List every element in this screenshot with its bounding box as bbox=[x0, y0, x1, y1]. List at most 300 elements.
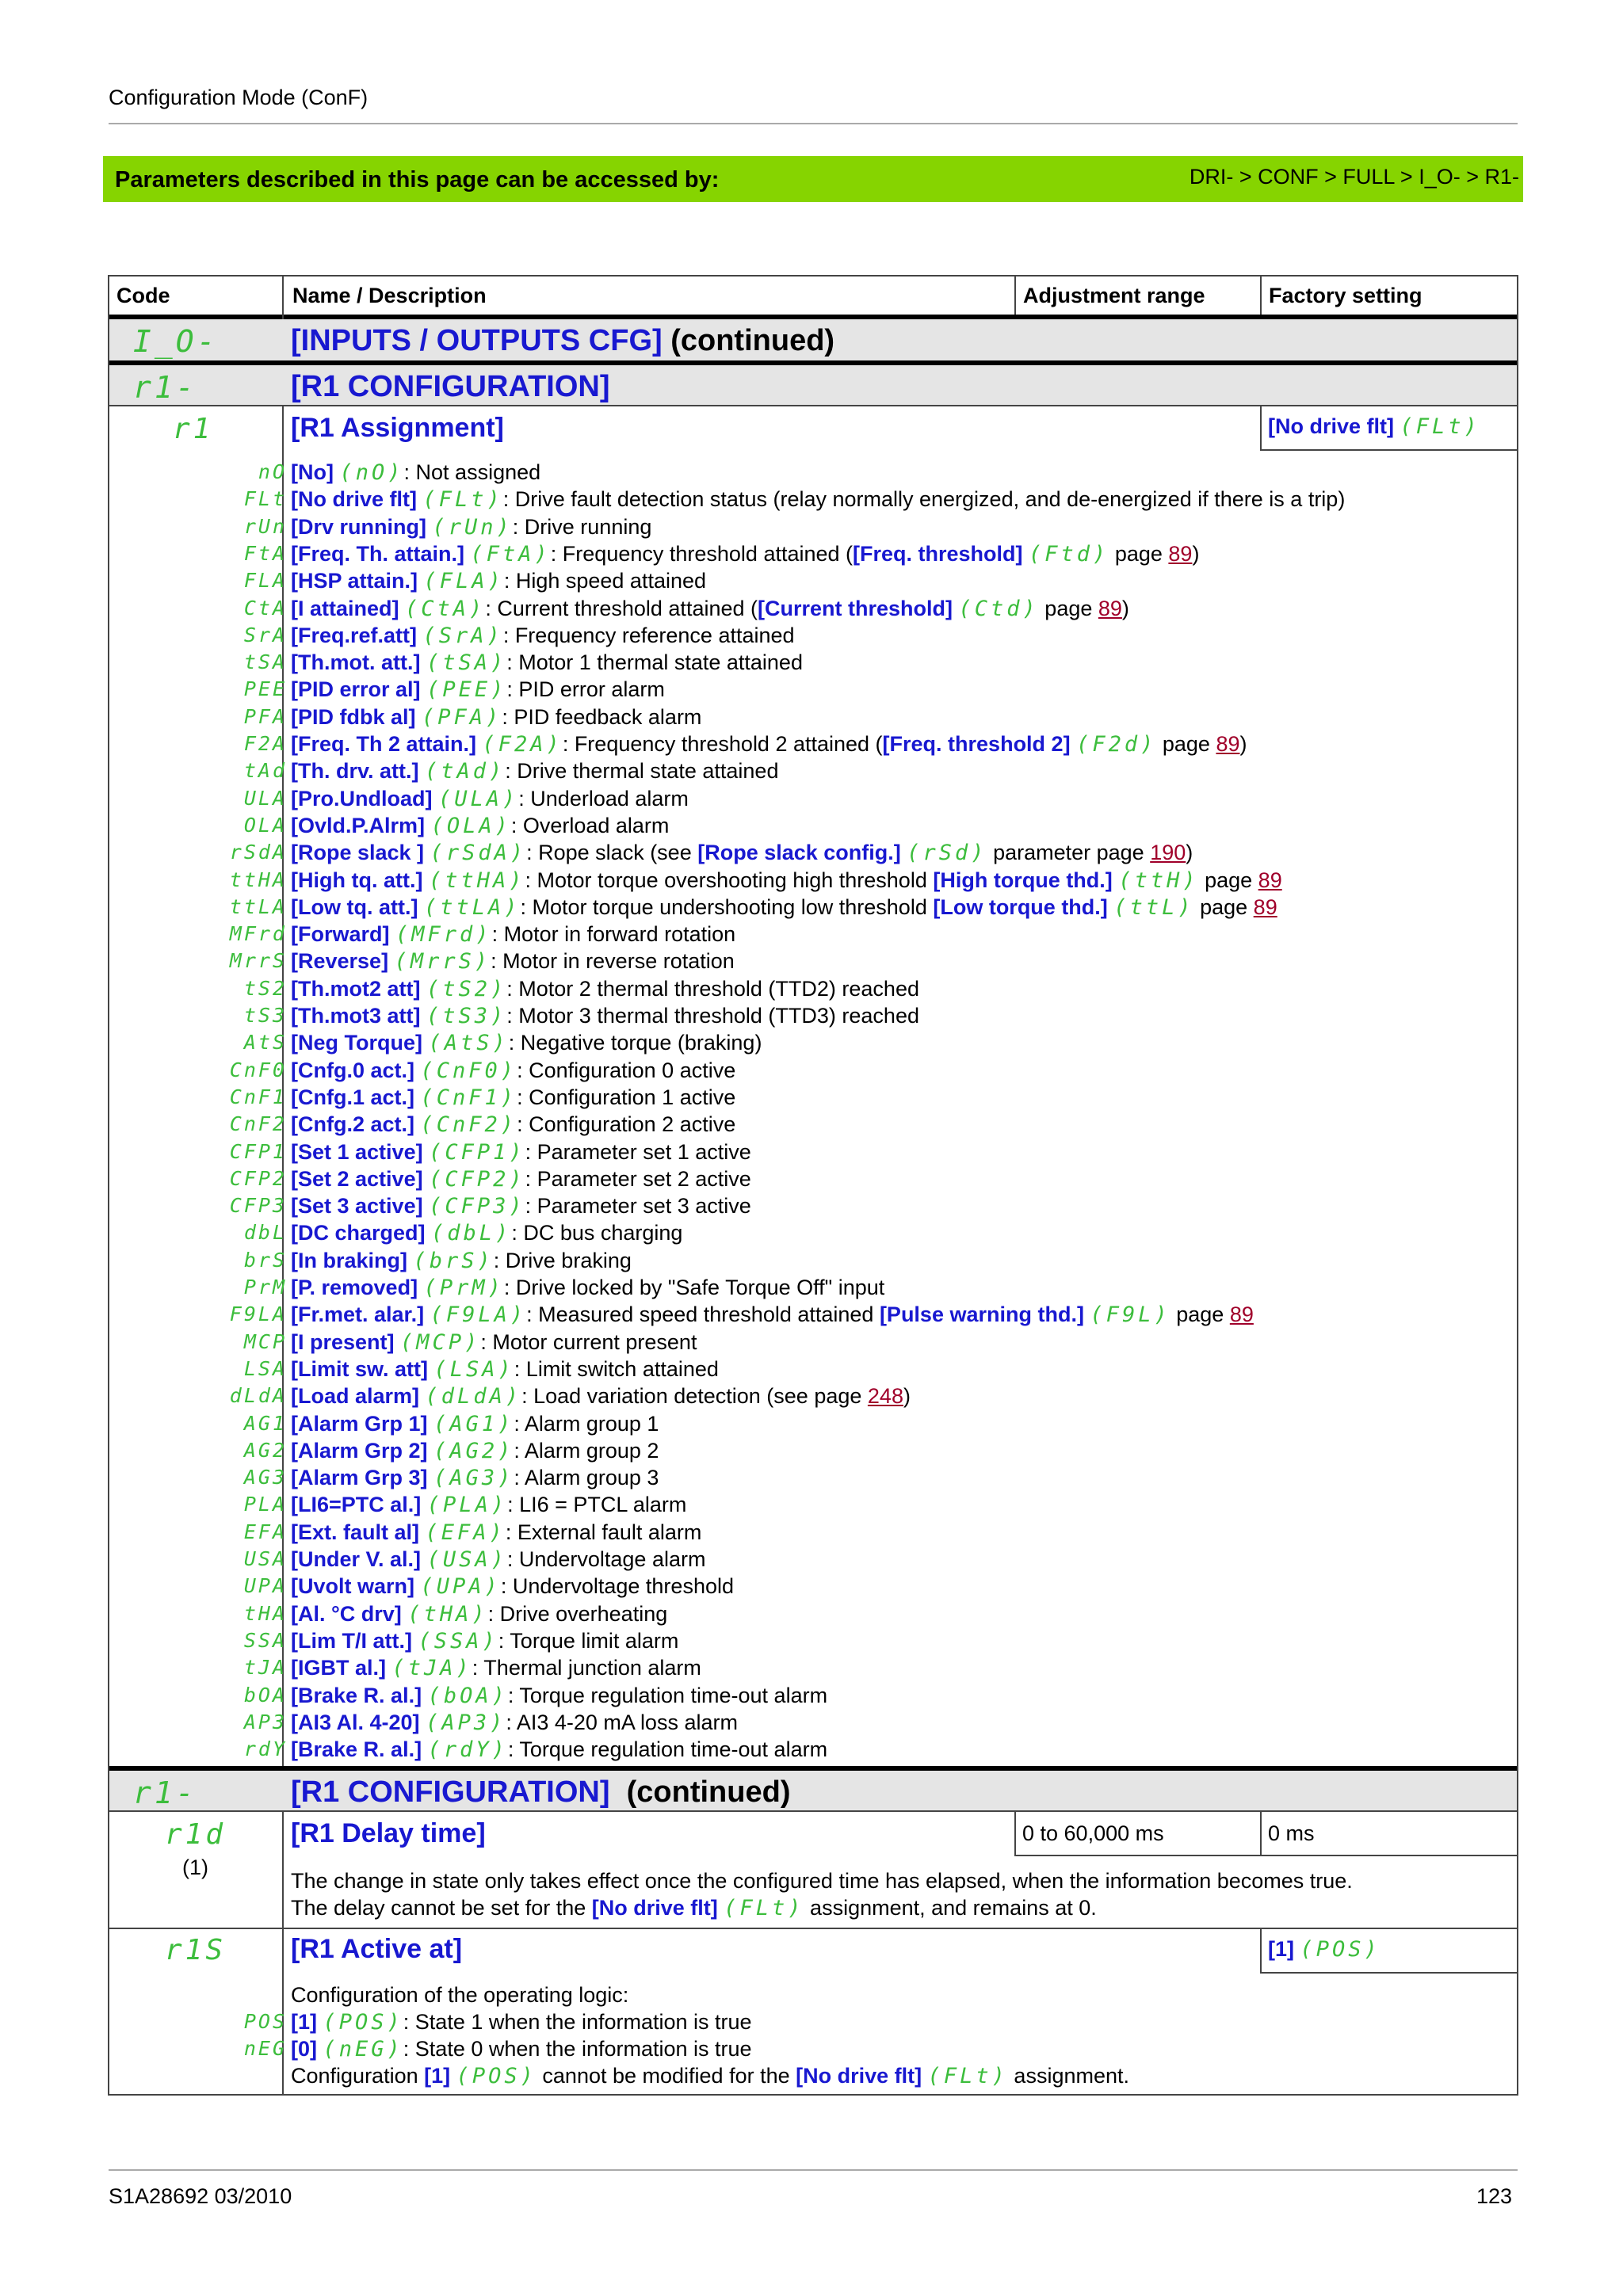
option-row bbox=[109, 814, 1517, 841]
option-code: EFA bbox=[243, 1520, 287, 1543]
option-code-ref: (ttHA) bbox=[428, 868, 525, 893]
option-row bbox=[109, 624, 1517, 650]
option-name: [Cnfg.1 act.] bbox=[291, 1085, 415, 1109]
option-name: [Th.mot2 att] bbox=[291, 976, 421, 1001]
option-name: [Under V. al.] bbox=[291, 1547, 422, 1571]
option-text: : Frequency threshold 2 attained ( bbox=[562, 732, 883, 756]
option-description bbox=[291, 949, 735, 974]
option-code: SSA bbox=[243, 1628, 287, 1652]
reference-name: [Low torque thd.] bbox=[933, 894, 1108, 919]
page-header: Configuration Mode (ConF) bbox=[109, 86, 369, 109]
option-code-ref: (CtA) bbox=[405, 596, 486, 621]
option-text: : Undervoltage alarm bbox=[506, 1547, 706, 1571]
page-ref-text: page bbox=[1109, 541, 1169, 566]
r1s-note: Configuration [1] (POS) cannot be modified for the [No drive flt] (FLt) assignment. bbox=[291, 2064, 1129, 2088]
page-link[interactable]: 89 bbox=[1168, 541, 1193, 566]
option-row bbox=[109, 1684, 1517, 1711]
option-description bbox=[291, 1276, 884, 1300]
option-name: [HSP attain.] bbox=[291, 569, 418, 593]
option-name: [Neg Torque] bbox=[291, 1031, 422, 1055]
option-code-ref: (MrrS) bbox=[394, 949, 491, 974]
section-title: [R1 CONFIGURATION] bbox=[291, 370, 610, 403]
footer-rule bbox=[109, 2169, 1518, 2171]
option-code-ref: (nO) bbox=[339, 460, 404, 485]
option-row bbox=[109, 1140, 1517, 1167]
option-row bbox=[109, 1004, 1517, 1031]
option-text: : DC bus charging bbox=[511, 1221, 683, 1245]
option-code: FLt bbox=[243, 487, 287, 511]
option-row bbox=[109, 1412, 1517, 1439]
factory-rule bbox=[1260, 1972, 1517, 1974]
option-name: [Limit sw. att] bbox=[291, 1356, 428, 1381]
option-code-ref: (rUn) bbox=[432, 514, 513, 540]
option-text: : PID error alarm bbox=[506, 677, 665, 702]
option-text: : Not assigned bbox=[403, 460, 541, 484]
option-row bbox=[109, 1276, 1517, 1302]
option-text: : Measured speed threshold attained bbox=[526, 1302, 880, 1327]
option-code-ref: (CFP3) bbox=[429, 1194, 525, 1219]
option-text: : Motor 1 thermal state attained bbox=[506, 650, 803, 675]
option-code-ref: (tS3) bbox=[426, 1004, 507, 1028]
option-code-ref: (CFP1) bbox=[429, 1139, 525, 1165]
option-code-ref: (ttLA) bbox=[423, 894, 521, 920]
option-code: FtA bbox=[243, 541, 287, 565]
option-text: : Motor 3 thermal threshold (TTD3) reached bbox=[506, 1004, 919, 1028]
option-row bbox=[109, 487, 1517, 514]
page-link[interactable]: 190 bbox=[1150, 841, 1186, 865]
option-code-ref: (PLA) bbox=[426, 1493, 508, 1518]
option-code: CFP1 bbox=[229, 1139, 287, 1163]
option-description bbox=[291, 542, 1199, 566]
adjustment-range-r1d: 0 to 60,000 ms bbox=[1022, 1821, 1164, 1845]
option-name: [Th.mot. att.] bbox=[291, 650, 421, 675]
option-row bbox=[109, 1439, 1517, 1466]
tail-text: ) bbox=[1121, 596, 1129, 620]
option-code-ref: (SrA) bbox=[422, 623, 503, 648]
option-row bbox=[109, 1085, 1517, 1112]
option-code-ref: (USA) bbox=[426, 1547, 507, 1572]
section-code: r1- bbox=[133, 1775, 197, 1810]
factory-setting-r1s: [1] (POS) bbox=[1268, 1937, 1381, 1962]
option-name: [Set 3 active] bbox=[291, 1194, 423, 1219]
option-code-ref: (tJA) bbox=[391, 1656, 472, 1681]
page-ref-text: page bbox=[1193, 894, 1254, 919]
option-row bbox=[109, 732, 1517, 759]
option-code: ttLA bbox=[229, 894, 287, 918]
option-row bbox=[109, 1629, 1517, 1656]
option-row bbox=[109, 977, 1517, 1004]
option-row bbox=[109, 1031, 1517, 1058]
option-name: [Freq. Th 2 attain.] bbox=[291, 732, 477, 756]
option-description bbox=[291, 759, 778, 784]
option-code: SrA bbox=[243, 623, 287, 646]
option-description bbox=[291, 1357, 719, 1382]
option-code-ref: (F2A) bbox=[482, 732, 563, 757]
option-name: [No] bbox=[291, 460, 334, 484]
col-header-name: Name / Description bbox=[292, 284, 487, 307]
section-rule bbox=[109, 405, 1517, 406]
option-code-ref: (rdY) bbox=[427, 1737, 508, 1763]
option-description bbox=[291, 732, 1247, 757]
option-name: [Drv running] bbox=[291, 514, 426, 539]
option-code: tS2 bbox=[243, 976, 287, 1000]
option-code-ref: (FLt) bbox=[422, 487, 503, 513]
reference-code: (ttH) bbox=[1118, 868, 1199, 893]
option-code: dLdA bbox=[229, 1384, 287, 1408]
option-code: PrM bbox=[243, 1276, 287, 1299]
r1s-intro: Configuration of the operating logic: bbox=[291, 1983, 629, 2007]
page-link[interactable]: 89 bbox=[1216, 732, 1240, 756]
option-code: POS bbox=[243, 2010, 287, 2033]
option-description bbox=[291, 569, 706, 593]
option-row bbox=[109, 759, 1517, 786]
reference-code: (rSd) bbox=[907, 841, 987, 866]
param-code-r1s: r1S bbox=[165, 1934, 227, 1966]
option-code-ref: (CnF2) bbox=[420, 1112, 517, 1138]
option-code-ref: (LSA) bbox=[433, 1356, 514, 1382]
option-name: [Brake R. al.] bbox=[291, 1737, 422, 1762]
r1d-desc-line1: The change in state only takes effect once the configured time has elapsed, when the information becomes true. bbox=[291, 1869, 1353, 1893]
page-link[interactable]: 89 bbox=[1098, 596, 1122, 620]
option-description bbox=[291, 841, 1193, 865]
option-text: : External fault alarm bbox=[505, 1520, 702, 1544]
r1d-desc-line2: The delay cannot be set for the [No drive flt] (FLt) assignment, and remains at 0. bbox=[291, 1896, 1097, 1920]
option-code: tS3 bbox=[243, 1004, 287, 1027]
reference-name: [Freq. threshold] bbox=[853, 541, 1023, 566]
option-description bbox=[291, 1711, 738, 1735]
header-rule bbox=[109, 123, 1518, 124]
option-code-ref: (OLA) bbox=[430, 813, 511, 838]
option-text: : Alarm group 1 bbox=[514, 1411, 659, 1436]
option-text: : Frequency threshold attained ( bbox=[550, 541, 854, 566]
option-name: [Th.mot3 att] bbox=[291, 1004, 421, 1028]
option-code: tSA bbox=[243, 650, 287, 674]
reference-code: (F2d) bbox=[1076, 732, 1157, 757]
option-description bbox=[291, 1112, 735, 1137]
option-row bbox=[109, 1249, 1517, 1276]
option-name: [PID error al] bbox=[291, 677, 421, 702]
access-bar bbox=[103, 156, 1523, 202]
option-description bbox=[291, 1656, 701, 1680]
option-description bbox=[291, 597, 1129, 621]
option-name: [Forward] bbox=[291, 922, 390, 947]
option-code: brS bbox=[243, 1248, 287, 1272]
option-code-ref: (bOA) bbox=[427, 1683, 508, 1708]
option-code: tAd bbox=[243, 759, 287, 783]
page-ref-text: page bbox=[1038, 596, 1098, 620]
param-title-r1s: [R1 Active at] bbox=[291, 1934, 463, 1964]
page-ref-text: parameter page bbox=[987, 841, 1151, 865]
option-name: [Rope slack ] bbox=[291, 841, 425, 865]
option-code-ref: (nEG) bbox=[323, 2037, 403, 2061]
option-text: : Limit switch attained bbox=[514, 1356, 719, 1381]
option-code-ref: (FLA) bbox=[423, 569, 504, 594]
option-name: [I present] bbox=[291, 1329, 395, 1354]
option-text: : State 0 when the information is true bbox=[403, 2037, 752, 2061]
option-text: : Motor in forward rotation bbox=[491, 922, 736, 947]
section-code: r1- bbox=[133, 370, 197, 405]
option-description bbox=[291, 1249, 632, 1273]
option-code: OLA bbox=[243, 813, 287, 837]
option-code: LSA bbox=[243, 1356, 287, 1380]
option-code-ref: (CnF1) bbox=[420, 1085, 517, 1110]
section-title: [INPUTS / OUTPUTS CFG] (continued) bbox=[291, 324, 835, 357]
option-description bbox=[291, 1302, 1254, 1327]
access-path: DRI- > CONF > FULL > I_O- > R1- bbox=[1189, 165, 1519, 189]
option-description bbox=[291, 1221, 682, 1245]
option-name: [DC charged] bbox=[291, 1221, 426, 1245]
option-name: [Brake R. al.] bbox=[291, 1683, 422, 1707]
option-code: ULA bbox=[243, 786, 287, 810]
option-code: AP3 bbox=[243, 1710, 287, 1733]
option-description bbox=[291, 1574, 734, 1599]
option-name: [Cnfg.0 act.] bbox=[291, 1058, 415, 1082]
option-text: : Motor torque overshooting high threshold bbox=[525, 868, 934, 892]
param-code-r1d: r1d bbox=[165, 1818, 227, 1851]
option-description bbox=[291, 1058, 735, 1083]
option-text: : Underload alarm bbox=[518, 786, 689, 810]
option-description bbox=[291, 1194, 751, 1219]
option-text: : Motor 2 thermal threshold (TTD2) reached bbox=[506, 976, 919, 1001]
option-description bbox=[291, 977, 919, 1001]
option-name: [Load alarm] bbox=[291, 1384, 420, 1409]
option-name: [I attained] bbox=[291, 596, 399, 620]
option-text: : Current threshold attained ( bbox=[485, 596, 758, 620]
option-code: tHA bbox=[243, 1601, 287, 1625]
option-row bbox=[109, 1330, 1517, 1357]
option-description bbox=[291, 1384, 911, 1409]
option-text: : LI6 = PTCL alarm bbox=[507, 1493, 687, 1517]
option-row bbox=[109, 868, 1517, 895]
option-description bbox=[291, 1547, 705, 1572]
option-row bbox=[109, 895, 1517, 922]
factory-rule bbox=[1260, 449, 1517, 451]
option-row bbox=[109, 515, 1517, 542]
option-code: MCP bbox=[243, 1329, 287, 1353]
option-name: [LI6=PTC al.] bbox=[291, 1493, 422, 1517]
page-link[interactable]: 89 bbox=[1253, 894, 1277, 919]
option-text: : Drive fault detection status (relay normally energized, and de-energized if there is a trip) bbox=[502, 487, 1346, 512]
option-text: : Torque regulation time-out alarm bbox=[507, 1683, 828, 1707]
option-name: [In braking] bbox=[291, 1248, 407, 1272]
option-name: [Th. drv. att.] bbox=[291, 759, 419, 784]
option-name: [PID fdbk al] bbox=[291, 704, 416, 729]
option-row bbox=[109, 922, 1517, 949]
option-code: CFP2 bbox=[229, 1166, 287, 1190]
option-description bbox=[291, 1737, 827, 1762]
option-description bbox=[291, 487, 1345, 512]
option-row bbox=[109, 949, 1517, 976]
parameters-table bbox=[108, 275, 1518, 2096]
option-name: [Freq. Th. attain.] bbox=[291, 541, 464, 566]
option-code-ref: (brS) bbox=[413, 1248, 494, 1273]
document-id: S1A28692 03/2010 bbox=[109, 2184, 292, 2208]
tail-text: ) bbox=[1192, 541, 1200, 566]
option-name: [Freq.ref.att] bbox=[291, 623, 418, 647]
tail-text: ) bbox=[1186, 841, 1193, 865]
option-name: [Al. °C drv] bbox=[291, 1601, 402, 1626]
page-link[interactable]: 89 bbox=[1258, 868, 1282, 892]
factory-setting-r1: [No drive flt] (FLt) bbox=[1268, 414, 1480, 439]
option-code: CFP3 bbox=[229, 1194, 287, 1218]
page-ref-text: page bbox=[1198, 868, 1258, 892]
option-row bbox=[109, 1711, 1517, 1737]
option-description bbox=[291, 650, 803, 675]
option-code-ref: (dLdA) bbox=[425, 1384, 522, 1409]
option-name: [Alarm Grp 2] bbox=[291, 1438, 428, 1463]
option-code: CtA bbox=[243, 596, 287, 620]
option-name: [Alarm Grp 3] bbox=[291, 1466, 428, 1490]
factory-setting-r1d: 0 ms bbox=[1268, 1821, 1315, 1845]
option-description bbox=[291, 1520, 701, 1545]
option-code: dbL bbox=[243, 1221, 287, 1245]
range-rule bbox=[1014, 1855, 1517, 1856]
option-code: nEG bbox=[243, 2037, 287, 2060]
option-name: [Lim T/I att.] bbox=[291, 1628, 412, 1653]
option-name: [Cnfg.2 act.] bbox=[291, 1112, 415, 1137]
option-row bbox=[109, 1384, 1517, 1411]
section-row-r1 bbox=[109, 365, 1517, 405]
option-text: : Frequency reference attained bbox=[502, 623, 795, 647]
option-name: [Pro.Undload] bbox=[291, 786, 433, 810]
option-code-ref: (AtS) bbox=[428, 1031, 509, 1056]
option-code: CnF0 bbox=[229, 1058, 287, 1081]
option-row bbox=[109, 705, 1517, 732]
option-code: F2A bbox=[243, 732, 287, 755]
option-code-ref: (CFP2) bbox=[429, 1166, 525, 1192]
option-description bbox=[291, 1140, 751, 1165]
option-code-ref: (rSdA) bbox=[430, 841, 527, 866]
section-row-io bbox=[109, 319, 1517, 360]
option-text: : State 1 when the information is true bbox=[403, 2010, 752, 2034]
option-description bbox=[291, 1493, 686, 1517]
option-description bbox=[291, 814, 669, 838]
option-text: : Rope slack (see bbox=[526, 841, 698, 865]
option-text: : Drive thermal state attained bbox=[505, 759, 779, 784]
option-text: : Parameter set 3 active bbox=[525, 1194, 751, 1219]
option-code-ref: (PFA) bbox=[422, 704, 502, 730]
option-code: AtS bbox=[243, 1031, 287, 1055]
option-code: PLA bbox=[243, 1493, 287, 1516]
option-name: [Ovld.P.Alrm] bbox=[291, 813, 426, 837]
option-description bbox=[291, 460, 540, 485]
option-code: nO bbox=[258, 460, 287, 483]
option-name: [AI3 Al. 4-20] bbox=[291, 1710, 420, 1734]
option-code: MFrd bbox=[229, 922, 287, 946]
option-row bbox=[109, 677, 1517, 704]
option-text: : AI3 4-20 mA loss alarm bbox=[506, 1710, 738, 1734]
option-code: AG2 bbox=[243, 1438, 287, 1462]
option-row bbox=[109, 1493, 1517, 1520]
option-name: [Reverse] bbox=[291, 949, 389, 974]
option-code: F9LA bbox=[229, 1302, 287, 1326]
option-name: [Uvolt warn] bbox=[291, 1574, 415, 1599]
page-link[interactable]: 248 bbox=[867, 1384, 903, 1409]
tail-text: ) bbox=[1239, 732, 1247, 756]
option-text: : Torque regulation time-out alarm bbox=[507, 1737, 828, 1762]
option-description bbox=[291, 922, 735, 947]
option-row bbox=[109, 460, 1517, 487]
option-name: [IGBT al.] bbox=[291, 1656, 386, 1680]
option-code: rdY bbox=[243, 1737, 287, 1761]
option-description bbox=[291, 1629, 678, 1653]
param-code-r1: r1 bbox=[173, 413, 214, 445]
option-name: [Fr.met. alar.] bbox=[291, 1302, 425, 1327]
option-description bbox=[291, 1004, 919, 1028]
option-code-ref: (AG2) bbox=[433, 1438, 514, 1463]
option-name: [No drive flt] bbox=[291, 487, 417, 512]
option-row bbox=[109, 1466, 1517, 1493]
option-text: : Undervoltage threshold bbox=[500, 1574, 734, 1599]
option-code-ref: (AG1) bbox=[433, 1411, 514, 1436]
option-code-ref: (ULA) bbox=[438, 786, 519, 811]
option-text: : Parameter set 1 active bbox=[525, 1139, 751, 1164]
page-link[interactable]: 89 bbox=[1229, 1302, 1254, 1327]
option-code-ref: (AG3) bbox=[433, 1466, 514, 1491]
option-text: : Motor torque undershooting low threshold bbox=[520, 894, 934, 919]
reference-code: (ttL) bbox=[1113, 894, 1194, 920]
option-code: ttHA bbox=[229, 868, 287, 891]
option-text: : Motor current present bbox=[480, 1329, 697, 1354]
option-name: [Set 1 active] bbox=[291, 1139, 423, 1164]
option-row bbox=[109, 650, 1517, 677]
option-code-ref: (MCP) bbox=[400, 1329, 481, 1355]
section-row-r1-continued bbox=[109, 1771, 1517, 1810]
option-row bbox=[109, 1656, 1517, 1683]
option-row bbox=[109, 2037, 1517, 2064]
section-rule bbox=[109, 1810, 1517, 1812]
option-text: : Configuration 0 active bbox=[517, 1058, 736, 1082]
option-code-ref: (UPA) bbox=[420, 1574, 501, 1600]
option-code-ref: (AP3) bbox=[426, 1710, 506, 1735]
option-row bbox=[109, 1602, 1517, 1629]
reference-name: [Freq. threshold 2] bbox=[882, 732, 1071, 756]
col-header-code: Code bbox=[116, 284, 170, 307]
option-text: : Parameter set 2 active bbox=[525, 1166, 751, 1191]
reference-name: [Current threshold] bbox=[758, 596, 953, 620]
option-code-ref: (POS) bbox=[323, 2010, 403, 2035]
section-title: [R1 CONFIGURATION] (continued) bbox=[291, 1775, 791, 1809]
option-text: : Alarm group 2 bbox=[514, 1438, 659, 1463]
option-code: UPA bbox=[243, 1574, 287, 1598]
page-ref-text: page bbox=[1156, 732, 1216, 756]
section-code: I_O- bbox=[133, 324, 219, 359]
option-description bbox=[291, 1439, 659, 1463]
option-description bbox=[291, 787, 689, 811]
option-code: bOA bbox=[243, 1683, 287, 1707]
option-description bbox=[291, 868, 1282, 893]
option-description bbox=[291, 1412, 659, 1436]
option-code-ref: (dbL) bbox=[431, 1221, 512, 1246]
footnote-marker: (1) bbox=[182, 1855, 208, 1879]
option-row bbox=[109, 1547, 1517, 1574]
tail-text: ) bbox=[903, 1384, 911, 1409]
option-row bbox=[109, 1112, 1517, 1139]
option-code-ref: (tSA) bbox=[426, 650, 507, 676]
col-divider bbox=[1260, 277, 1262, 315]
option-row bbox=[109, 1302, 1517, 1329]
option-description bbox=[291, 1031, 762, 1055]
option-name: [1] bbox=[291, 2010, 317, 2034]
option-code: rUn bbox=[243, 514, 287, 538]
option-code-ref: (PrM) bbox=[423, 1276, 504, 1300]
option-description bbox=[291, 895, 1277, 920]
option-code: AG1 bbox=[243, 1411, 287, 1435]
option-row bbox=[109, 1520, 1517, 1547]
param-title-r1d: [R1 Delay time] bbox=[291, 1818, 486, 1848]
option-text: : Drive overheating bbox=[487, 1601, 668, 1626]
row-rule bbox=[109, 1928, 1517, 1929]
